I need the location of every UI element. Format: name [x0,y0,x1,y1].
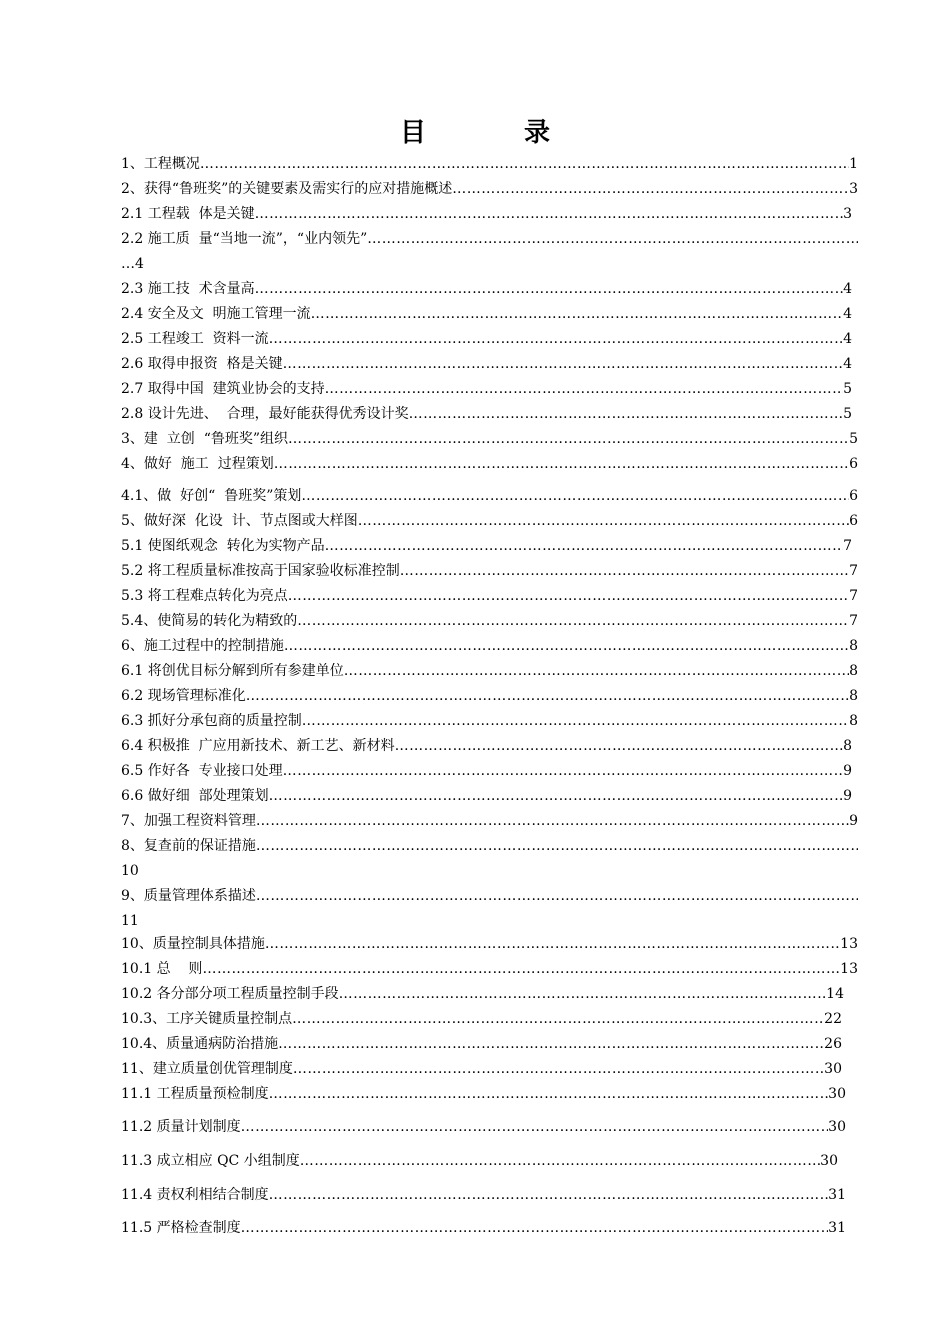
toc-entry-label: 2.1 工程载 体是关键 [121,206,255,222]
toc-entry[interactable] [121,403,852,425]
dot-leader [325,535,843,557]
toc-entry-page: 7 [849,563,858,579]
page-title: 目 录 [399,118,586,148]
dot-leader [269,785,843,807]
toc-entry-page: 26 [824,1036,842,1052]
toc-entry-label: 5.1 使图纸观念 转化为实物产品 [121,538,325,554]
dot-leader [283,760,843,782]
toc-entry[interactable] [121,228,858,250]
toc-entry-page: 14 [826,986,844,1002]
dot-leader [256,885,858,907]
toc-entry-label: 10.4、质量通病防治措施 [121,1036,279,1052]
dot-leader [284,635,849,657]
toc-entry-page: 8 [843,738,852,754]
toc-entry-label: 6.1 将创优目标分解到所有参建单位 [121,663,344,679]
toc-entry-page: 31 [828,1187,846,1203]
toc-entry-label: 6.4 积极推 广应用新技术、新工艺、新材料 [121,738,395,754]
dot-leader [269,1083,829,1105]
toc-entry[interactable] [121,453,858,475]
toc-entry-page: 1 [849,156,858,172]
toc-entry-label: 11、建立质量创优管理制度 [121,1061,293,1077]
toc-entry[interactable] [121,735,852,757]
toc-entry-label: 10.3、工序关键质量控制点 [121,1011,293,1027]
toc-entry-page: 31 [828,1220,846,1236]
dot-leader [256,835,858,857]
toc-entry-page-continuation: 10 [121,863,139,879]
toc-entry-page: 7 [849,613,858,629]
toc-entry-page: 6 [849,456,858,472]
toc-entry[interactable] [121,1058,842,1080]
toc-entry-page: 8 [849,688,858,704]
dot-leader [241,1217,829,1239]
dot-leader [241,1116,829,1138]
toc-entry[interactable] [121,353,852,375]
toc-entry-page: 30 [828,1119,846,1135]
toc-entry-page: 3 [849,181,858,197]
toc-entry-label: 6.5 作好各 专业接口处理 [121,763,283,779]
toc-entry[interactable] [121,535,852,557]
toc-entry-label: 2.3 施工技 术含量高 [121,281,255,297]
toc-entry-label: 11.4 责权利相结合制度 [121,1187,269,1203]
toc-entry-page: 6 [849,513,858,529]
toc-entry-page: 30 [824,1061,842,1077]
toc-entry[interactable] [121,1150,838,1172]
dot-leader [288,428,849,450]
toc-entry-label: 4.1、做 好创“ 鲁班奖”策划 [121,488,302,504]
toc-entry-label: 6、施工过程中的控制措施 [121,638,284,654]
toc-entry-label: 2、获得“鲁班奖”的关键要素及需实行的应对措施概述 [121,181,453,197]
dot-leader [339,983,827,1005]
dot-leader [367,228,858,250]
toc-entry[interactable] [121,1116,846,1138]
toc-entry[interactable] [121,153,858,175]
toc-entry[interactable] [121,1217,846,1239]
toc-entry-label: 10.1 总 则 [121,961,203,977]
dot-leader [302,710,849,732]
toc-entry-label: 5.3 将工程难点转化为亮点 [121,588,288,604]
toc-entry[interactable] [121,710,858,732]
toc-entry-page: 13 [840,961,858,977]
dot-leader [269,328,843,350]
dot-leader [344,660,849,682]
toc-entry-label: 5、做好深 化设 计、节点图或大样图 [121,513,358,529]
toc-entry-label: 11.5 严格检查制度 [121,1220,241,1236]
dot-leader [283,353,843,375]
toc-entry[interactable] [121,685,858,707]
toc-entry-page: 9 [849,813,858,829]
toc-entry-page: 5 [843,381,852,397]
toc-entry-label: 11.3 成立相应 QC 小组制度 [121,1153,300,1169]
toc-entry-label: 3、建 立创 “鲁班奖”组织 [121,431,289,447]
toc-entry[interactable] [121,610,858,632]
toc-entry[interactable] [121,303,852,325]
toc-entry[interactable] [121,933,858,955]
toc-entry-page: 4 [843,306,852,322]
dot-leader [274,453,849,475]
toc-entry-page: 9 [843,788,852,804]
toc-entry[interactable] [121,378,852,400]
toc-entry-label: 2.2 施工质 量“当地一流”，“业内领先” [121,231,368,247]
toc-entry-page: 8 [849,663,858,679]
toc-entry-page: 22 [824,1011,842,1027]
toc-entry-page: 30 [828,1086,846,1102]
toc-entry-page: 30 [820,1153,838,1169]
toc-entry-page: 4 [843,331,852,347]
toc-entry[interactable] [121,660,858,682]
dot-leader [269,1184,829,1206]
dot-leader [293,1058,824,1080]
toc-entry[interactable] [121,1033,842,1055]
toc-entry-label: 2.6 取得申报资 格是关键 [121,356,283,372]
toc-entry-label: 6.3 抓好分承包商的质量控制 [121,713,302,729]
toc-entry-page: 5 [849,431,858,447]
toc-entry-page-continuation: 11 [121,913,139,929]
dot-leader [256,810,849,832]
toc-entry-label: 2.8 设计先进、 合理，最好能获得优秀设计奖 [121,406,409,422]
dot-leader [300,1150,820,1172]
toc-entry-page: 4 [843,356,852,372]
toc-entry[interactable] [121,785,852,807]
toc-entry-label: 6.6 做好细 部处理策划 [121,788,269,804]
dot-leader [202,958,840,980]
toc-entry-label: 10、质量控制具体措施 [121,936,265,952]
dot-leader [311,303,843,325]
toc-entry-page: 13 [840,936,858,952]
toc-entry-label: 5.4、使简易的转化为精致的 [121,613,298,629]
dot-leader [325,378,843,400]
dot-leader [400,560,849,582]
dot-leader [395,735,843,757]
toc-entry-label: 2.5 工程竣工 资料一流 [121,331,269,347]
toc-entry-page: 4 [843,281,852,297]
toc-entry[interactable] [121,810,858,832]
toc-entry-label: 6.2 现场管理标准化 [121,688,246,704]
dot-leader [358,510,849,532]
toc-entry-page: 3 [843,206,852,222]
toc-entry-label: 4、做好 施工 过程策划 [121,456,274,472]
dot-leader [246,685,849,707]
dot-leader [255,203,843,225]
toc-entry-page: 8 [849,638,858,654]
dot-leader [292,1008,824,1030]
toc-entry-label: 1、工程概况 [121,156,200,172]
dot-leader [452,178,849,200]
toc-entry[interactable] [121,328,852,350]
dot-leader [255,278,843,300]
toc-entry[interactable] [121,428,858,450]
toc-entry[interactable] [121,983,844,1005]
toc-entry-page: 5 [843,406,852,422]
toc-entry[interactable] [121,1184,846,1206]
toc-entry-page: 8 [849,713,858,729]
toc-entry-label: 9、质量管理体系描述 [121,888,256,904]
toc-entry[interactable] [121,485,858,507]
toc-entry[interactable] [121,278,852,300]
toc-entry-label: 11.2 质量计划制度 [121,1119,241,1135]
dot-leader [288,585,849,607]
dot-leader [265,933,840,955]
toc-entry-page-continuation: …4 [121,256,144,272]
toc-entry[interactable] [121,958,858,980]
toc-entry-label: 8、复查前的保证措施 [121,838,256,854]
toc-entry[interactable] [121,1083,846,1105]
toc-entry-page: 7 [843,538,852,554]
toc-entry[interactable] [121,560,858,582]
dot-leader [301,485,849,507]
dot-leader [409,403,843,425]
toc-entry[interactable] [121,585,858,607]
dot-leader [297,610,849,632]
toc-entry-label: 2.7 取得中国 建筑业协会的支持 [121,381,325,397]
toc-entry-page: 9 [843,763,852,779]
dot-leader [278,1033,824,1055]
toc-entry[interactable] [121,835,858,857]
toc-entry[interactable] [121,760,852,782]
toc-entry[interactable] [121,885,858,907]
toc-entry[interactable] [121,510,858,532]
toc-entry-label: 7、加强工程资料管理 [121,813,256,829]
toc-entry[interactable] [121,1008,842,1030]
toc-entry-page: 6 [849,488,858,504]
toc-entry-label: 5.2 将工程质量标准按高于国家验收标准控制 [121,563,400,579]
toc-entry[interactable] [121,203,852,225]
toc-entry-label: 11.1 工程质量预检制度 [121,1086,269,1102]
toc-entry-label: 10.2 各分部分项工程质量控制手段 [121,986,339,1002]
toc-entry[interactable] [121,178,858,200]
toc-entry-label: 2.4 安全及文 明施工管理一流 [121,306,311,322]
toc-entry[interactable] [121,635,858,657]
dot-leader [200,153,849,175]
toc-entry-page: 7 [849,588,858,604]
